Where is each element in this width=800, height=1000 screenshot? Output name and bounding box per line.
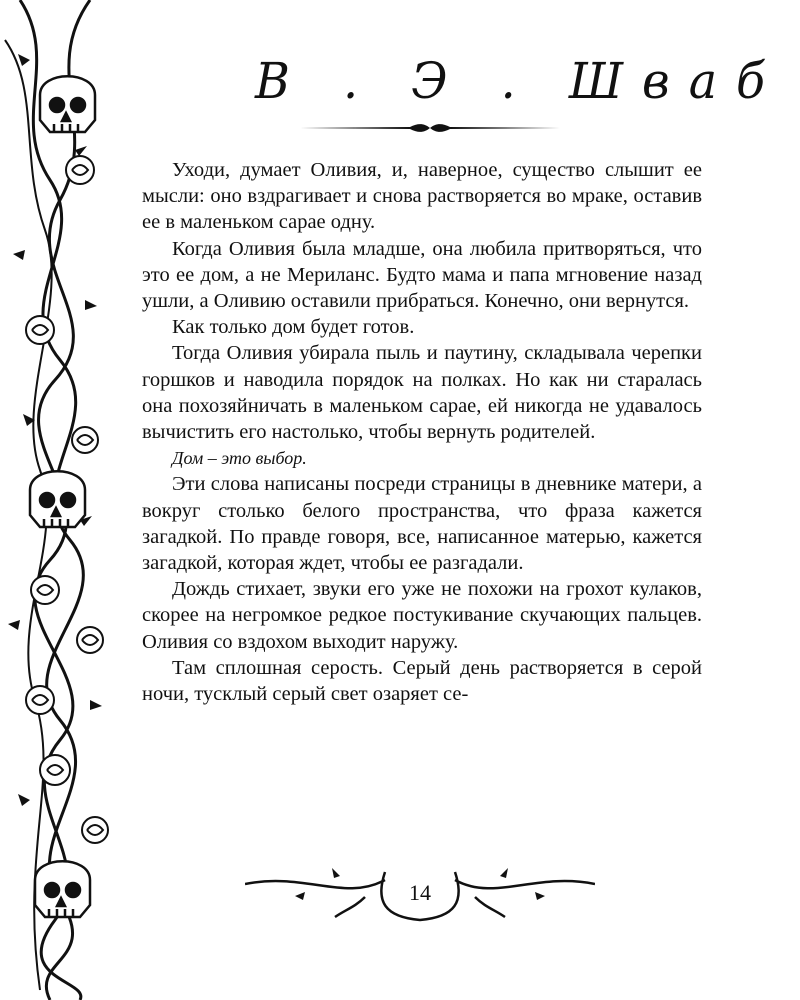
author-header: В . Э . Шваб [255,52,785,110]
italic-quote: Дом – это выбор. [172,448,307,469]
skull-icon [35,861,90,917]
paragraph: Эти слова написаны посреди страницы в дневнике матери, а вокруг столько белого пространства, что фраза кажется загадкой. По правде говоря, все, написанное матерью, кажется загадкой, которая ждет, чтобы ее разгадали. [142,473,702,575]
paragraph: Уходи, думает Оливия, и, наверное, существо слышит ее мысли: оно вздрагивает и снова растворяется во мраке, оставив ее в маленьком сарае одну. [142,159,702,234]
page-number: 14 [409,880,431,905]
skull-icon [40,76,95,132]
paragraph: Тогда Оливия убирала пыль и паутину, складывала черепки горшков и наводила порядок на полках. Но как ни старалась она похозяйничать в маленьком сарае, ей никогда не удавалось вычистить его настолько, чтобы вернуть родителей. [142,342,702,444]
skull-icon [30,471,85,527]
body-text [142,157,702,707]
paragraph: Там сплошная серость. Серый день растворяется в серой ночи, тусклый серый свет озаряет се- [142,656,702,706]
paragraph: Как только дом будет готов. [172,316,415,339]
paragraph: Дождь стихает, звуки его уже не похожи на грохот кулаков, скорее на негромкое редкое постукивание скучающих пальцев. Оливия со вздохом выходит наружу. [142,578,702,653]
paragraph: Когда Оливия была младше, она любила притворяться, что это ее дом, а не Мериланс. Будто мама и папа мгновение назад ушли, а Оливию оставили прибраться. Конечно, они вернутся. [142,237,702,313]
decorative-border [0,0,135,1000]
header-divider [300,118,560,138]
